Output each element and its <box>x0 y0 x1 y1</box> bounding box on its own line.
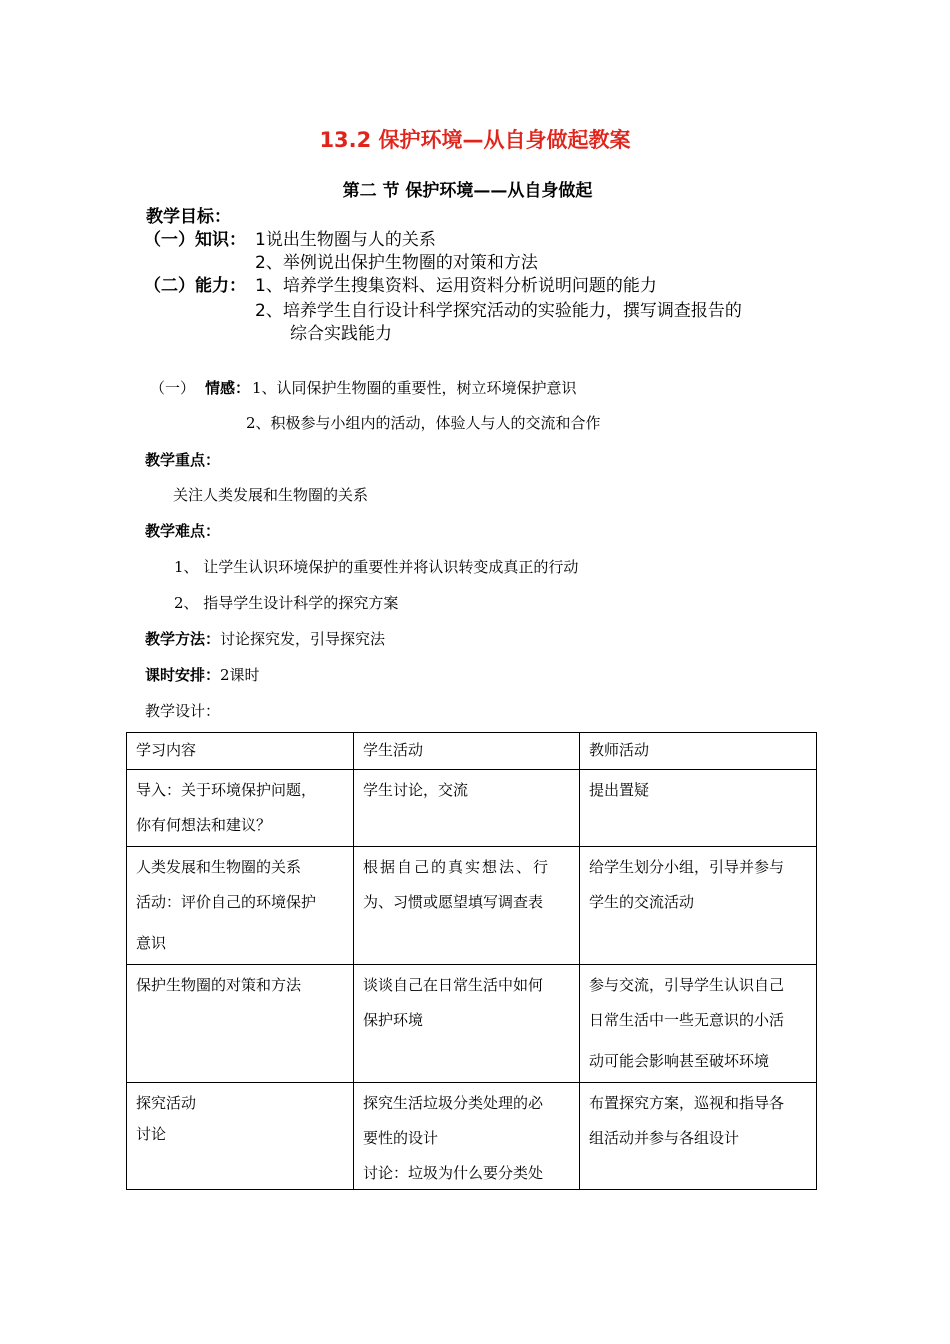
table-cell <box>354 770 580 847</box>
key-point-label: 教学重点： <box>145 451 221 469</box>
ability-label: （二）能力： <box>144 276 246 296</box>
schedule-label: 课时安排： <box>145 666 221 684</box>
knowledge-item-2: 2、举例说出保护生物圈的对策和方法 <box>255 253 538 273</box>
emotion-prefix: （一） <box>150 379 196 397</box>
key-point-text: 关注人类发展和生物圈的关系 <box>173 486 369 504</box>
method-text: 讨论探究发，引导探究法 <box>220 630 386 648</box>
cell-line: 人类发展和生物圈的关系 <box>136 858 302 876</box>
difficulty-item-2: 2、 指导学生设计科学的探究方案 <box>174 594 399 612</box>
table-cell <box>354 1083 580 1190</box>
section-subtitle: 第二 节 保护环境——从自身做起 <box>342 181 593 201</box>
method-label: 教学方法： <box>145 630 221 648</box>
cell-line: 学生的交流活动 <box>589 893 695 911</box>
cell-line: 根据自己的真实想法、行 <box>363 858 551 876</box>
objectives-heading: 教学目标： <box>146 207 231 227</box>
table-cell <box>127 847 354 965</box>
cell-line: 提出置疑 <box>589 781 650 799</box>
table-cell <box>354 965 580 1083</box>
cell-line: 学生讨论，交流 <box>363 781 469 799</box>
header-student-activity: 学生活动 <box>354 733 580 770</box>
cell-line: 组活动并参与各组设计 <box>589 1129 740 1147</box>
schedule-text: 2课时 <box>220 666 260 684</box>
ability-item-1: 1、培养学生搜集资料、运用资料分析说明问题的能力 <box>255 276 657 296</box>
cell-line: 谈谈自己在日常生活中如何 <box>363 976 544 994</box>
cell-line: 讨论 <box>136 1125 167 1143</box>
table-row <box>127 847 817 965</box>
emotion-item-1: 1、认同保护生物圈的重要性，树立环境保护意识 <box>252 379 577 397</box>
table-cell <box>580 1083 817 1190</box>
schedule-line <box>145 664 260 685</box>
cell-line: 保护环境 <box>363 1011 424 1029</box>
document-title: 13.2 保护环境—从自身做起教案 <box>319 128 631 152</box>
table-cell <box>127 965 354 1083</box>
cell-line: 你有何想法和建议？ <box>136 816 272 834</box>
cell-line: 探究活动 <box>136 1094 197 1112</box>
table-cell <box>127 770 354 847</box>
cell-line: 探究生活垃圾分类处理的必 <box>363 1094 544 1112</box>
cell-line: 日常生活中一些无意识的小活 <box>589 1011 785 1029</box>
difficulty-item-1: 1、 让学生认识环境保护的重要性并将认识转变成真正的行动 <box>174 558 579 576</box>
table-cell <box>580 770 817 847</box>
cell-line: 意识 <box>136 934 167 952</box>
cell-line: 参与交流，引导学生认识自己 <box>589 976 785 994</box>
cell-line: 导入：关于环境保护问题， <box>136 781 317 799</box>
emotion-item-2: 2、积极参与小组内的活动，体验人与人的交流和合作 <box>246 414 601 432</box>
header-teacher-activity: 教师活动 <box>580 733 817 770</box>
method-line <box>145 628 385 649</box>
table-cell <box>354 847 580 965</box>
cell-line: 为、习惯或愿望填写调查表 <box>363 893 544 911</box>
knowledge-item-1: 1说出生物圈与人的关系 <box>255 230 436 250</box>
header-learning-content: 学习内容 <box>127 733 354 770</box>
emotion-label: 情感： <box>205 379 251 397</box>
knowledge-label: （一）知识： <box>144 230 246 250</box>
cell-line: 活动：评价自己的环境保护 <box>136 893 317 911</box>
table-header-row <box>127 733 817 770</box>
table-row <box>127 1083 817 1190</box>
table-row <box>127 965 817 1083</box>
cell-line: 要性的设计 <box>363 1129 439 1147</box>
table-cell <box>580 847 817 965</box>
difficulty-label: 教学难点： <box>145 522 221 540</box>
ability-item-2-continued: 综合实践能力 <box>290 324 392 344</box>
table-row <box>127 770 817 847</box>
cell-line: 保护生物圈的对策和方法 <box>136 976 302 994</box>
table-cell <box>127 1083 354 1190</box>
cell-line: 动可能会影响甚至破坏环境 <box>589 1052 770 1070</box>
table-cell <box>580 965 817 1083</box>
ability-item-2: 2、培养学生自行设计科学探究活动的实验能力，撰写调查报告的 <box>255 301 742 321</box>
cell-line: 布置探究方案，巡视和指导各 <box>589 1094 785 1112</box>
teaching-design-table <box>126 732 817 1190</box>
design-label: 教学设计： <box>145 702 221 720</box>
cell-line: 给学生划分小组，引导并参与 <box>589 858 785 876</box>
cell-line: 讨论：垃圾为什么要分类处 <box>363 1164 544 1182</box>
